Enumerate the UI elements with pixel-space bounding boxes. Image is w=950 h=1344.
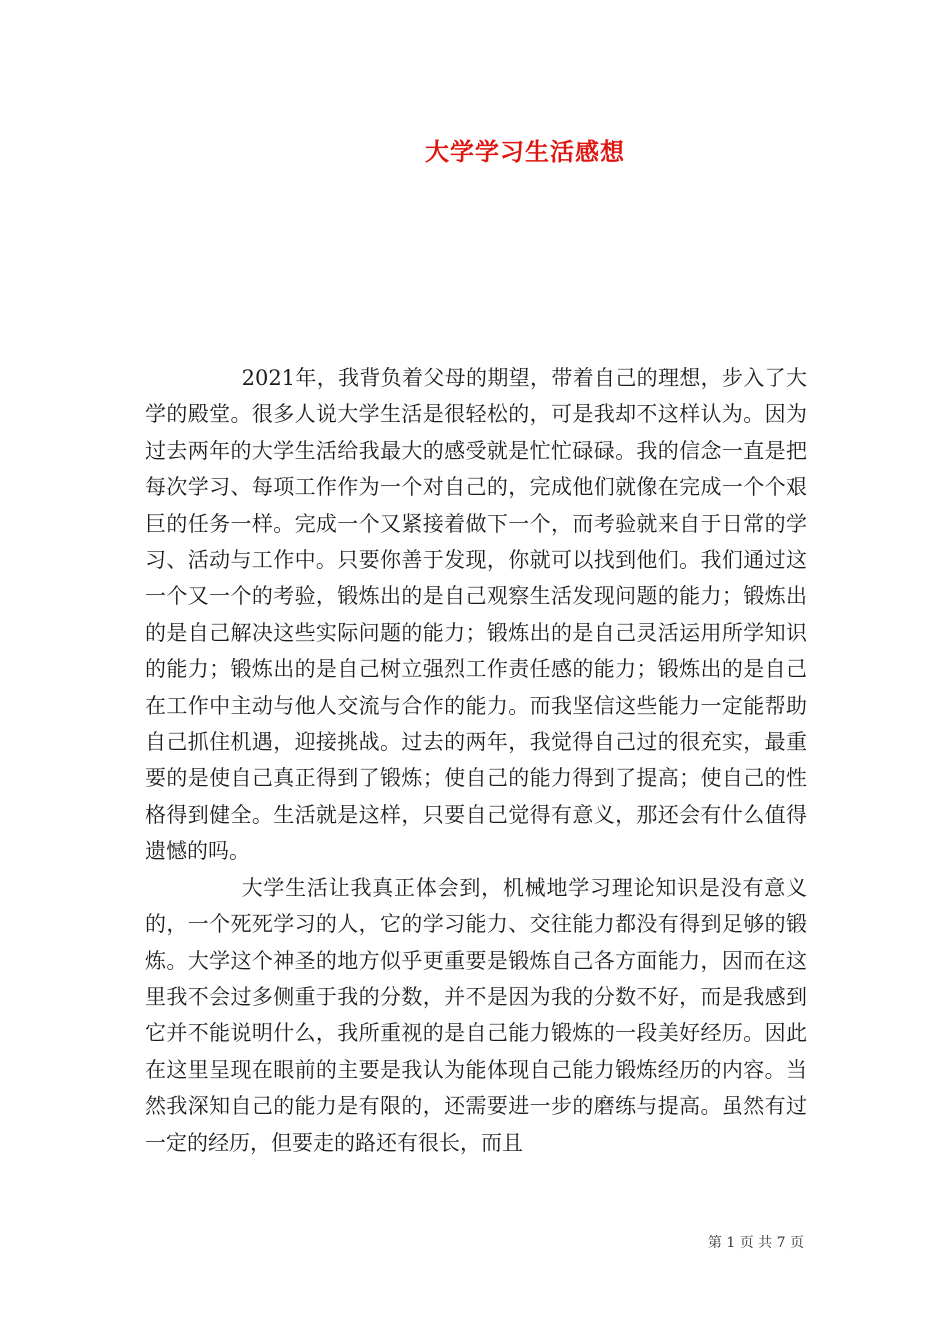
paragraph-1: 2021年，我背负着父母的期望，带着自己的理想，步入了大学的殿堂。很多人说大学生活是很轻松的，可是我却不这样认为。因为过去两年的大学生活给我最大的感受就是忙忙碌碌。我的信念一直是把每次学习、每项工作作为一个对自己的，完成他们就像在完成一个个艰巨的任务一样。完成一个又紧接着做下一个，而考验就来自于日常的学习、活动与工作中。只要你善于发现，你就可以找到他们。我们通过这一个又一个的考验，锻炼出的是自己观察生活发现问题的能力；锻炼出的是自己解决这些实际问题的能力；锻炼出的是自己灵活运用所学知识的能力；锻炼出的是自己树立强烈工作责任感的能力；锻炼出的是自己在工作中主动与他人交流与合作的能力。而我坚信这些能力一定能帮助自己抓住机遇，迎接挑战。过去的两年，我觉得自己过的很充实，最重要的是使自己真正得到了锻炼；使自己的能力得到了提高；使自己的性格得到健全。生活就是这样，只要自己觉得有意义，那还会有什么值得遗憾的吗。 bbox=[145, 366, 807, 864]
paragraph-2: 大学生活让我真正体会到，机械地学习理论知识是没有意义的，一个死死学习的人，它的学习能力、交往能力都没有得到足够的锻炼。大学这个神圣的地方似乎更重要是锻炼自己各方面能力，因而在这里我不会过多侧重于我的分数，并不是因为我的分数不好，而是我感到它并不能说明什么，我所重视的是自己能力锻炼的一段美好经历。因此在这里呈现在眼前的主要是我认为能体现自己能力锻炼经历的内容。当然我深知自己的能力是有限的，还需要进一步的磨练与提高。虽然有过一定的经历，但要走的路还有很长，而且 bbox=[145, 875, 807, 1155]
document-title: 大学学习生活感想 bbox=[425, 137, 625, 166]
document-body bbox=[145, 360, 807, 1161]
page-number-footer: 第 1 页 共 7 页 bbox=[707, 1235, 804, 1251]
